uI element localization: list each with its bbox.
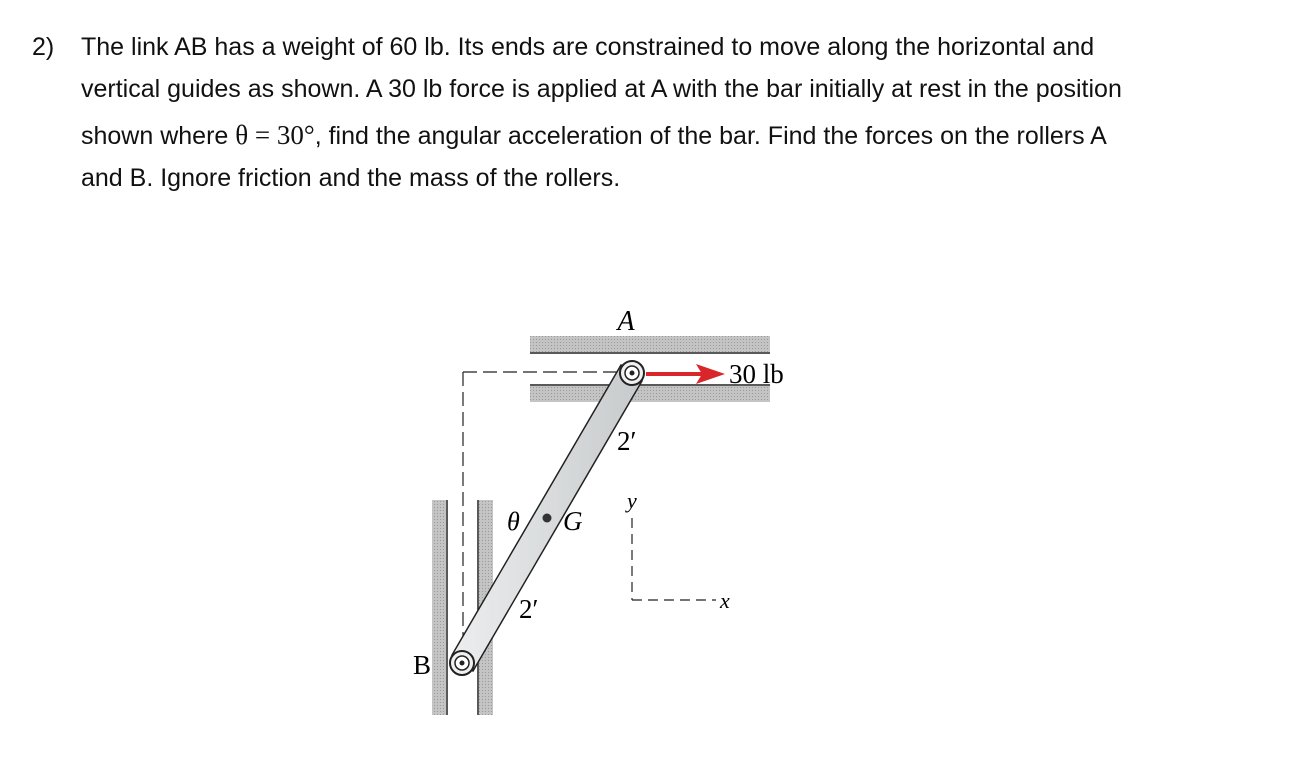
vertical-guide-left [432,500,446,715]
label-length-upper: 2′ [617,426,637,456]
center-of-mass-dot [543,514,552,523]
problem-number: 2) [32,33,55,61]
theta-equation: θ = 30° [235,120,315,150]
figure-svg [380,270,820,750]
roller-b [450,651,474,675]
label-theta: θ [507,507,520,536]
label-b: B [412,650,432,680]
coordinate-axes [632,518,716,600]
problem-line-3 [81,114,1261,157]
horizontal-guide-upper [530,336,770,352]
label-g: G [563,506,583,536]
axis-label-y: y [627,488,637,513]
link-ab-figure [380,270,820,750]
line-3-prefix: shown where [81,122,236,150]
problem-line-1: The link AB has a weight of 60 lb. Its ends are constrained to move along the horizontal and [81,33,1095,61]
force-arrow [646,364,725,384]
label-a: A [617,306,635,337]
label-length-lower: 2′ [519,594,539,624]
label-force: 30 lb [729,359,784,389]
axis-label-x: x [720,588,730,613]
problem-line-4: and B. Ignore friction and the mass of the rollers. [81,164,621,192]
line-3-suffix: , find the angular acceleration of the bar. Find the forces on the rollers A [314,122,1107,150]
problem-text [81,26,1261,199]
problem-line-2: vertical guides as shown. A 30 lb force is applied at A with the bar initially at rest in the position [81,75,1122,103]
roller-a [620,361,644,385]
